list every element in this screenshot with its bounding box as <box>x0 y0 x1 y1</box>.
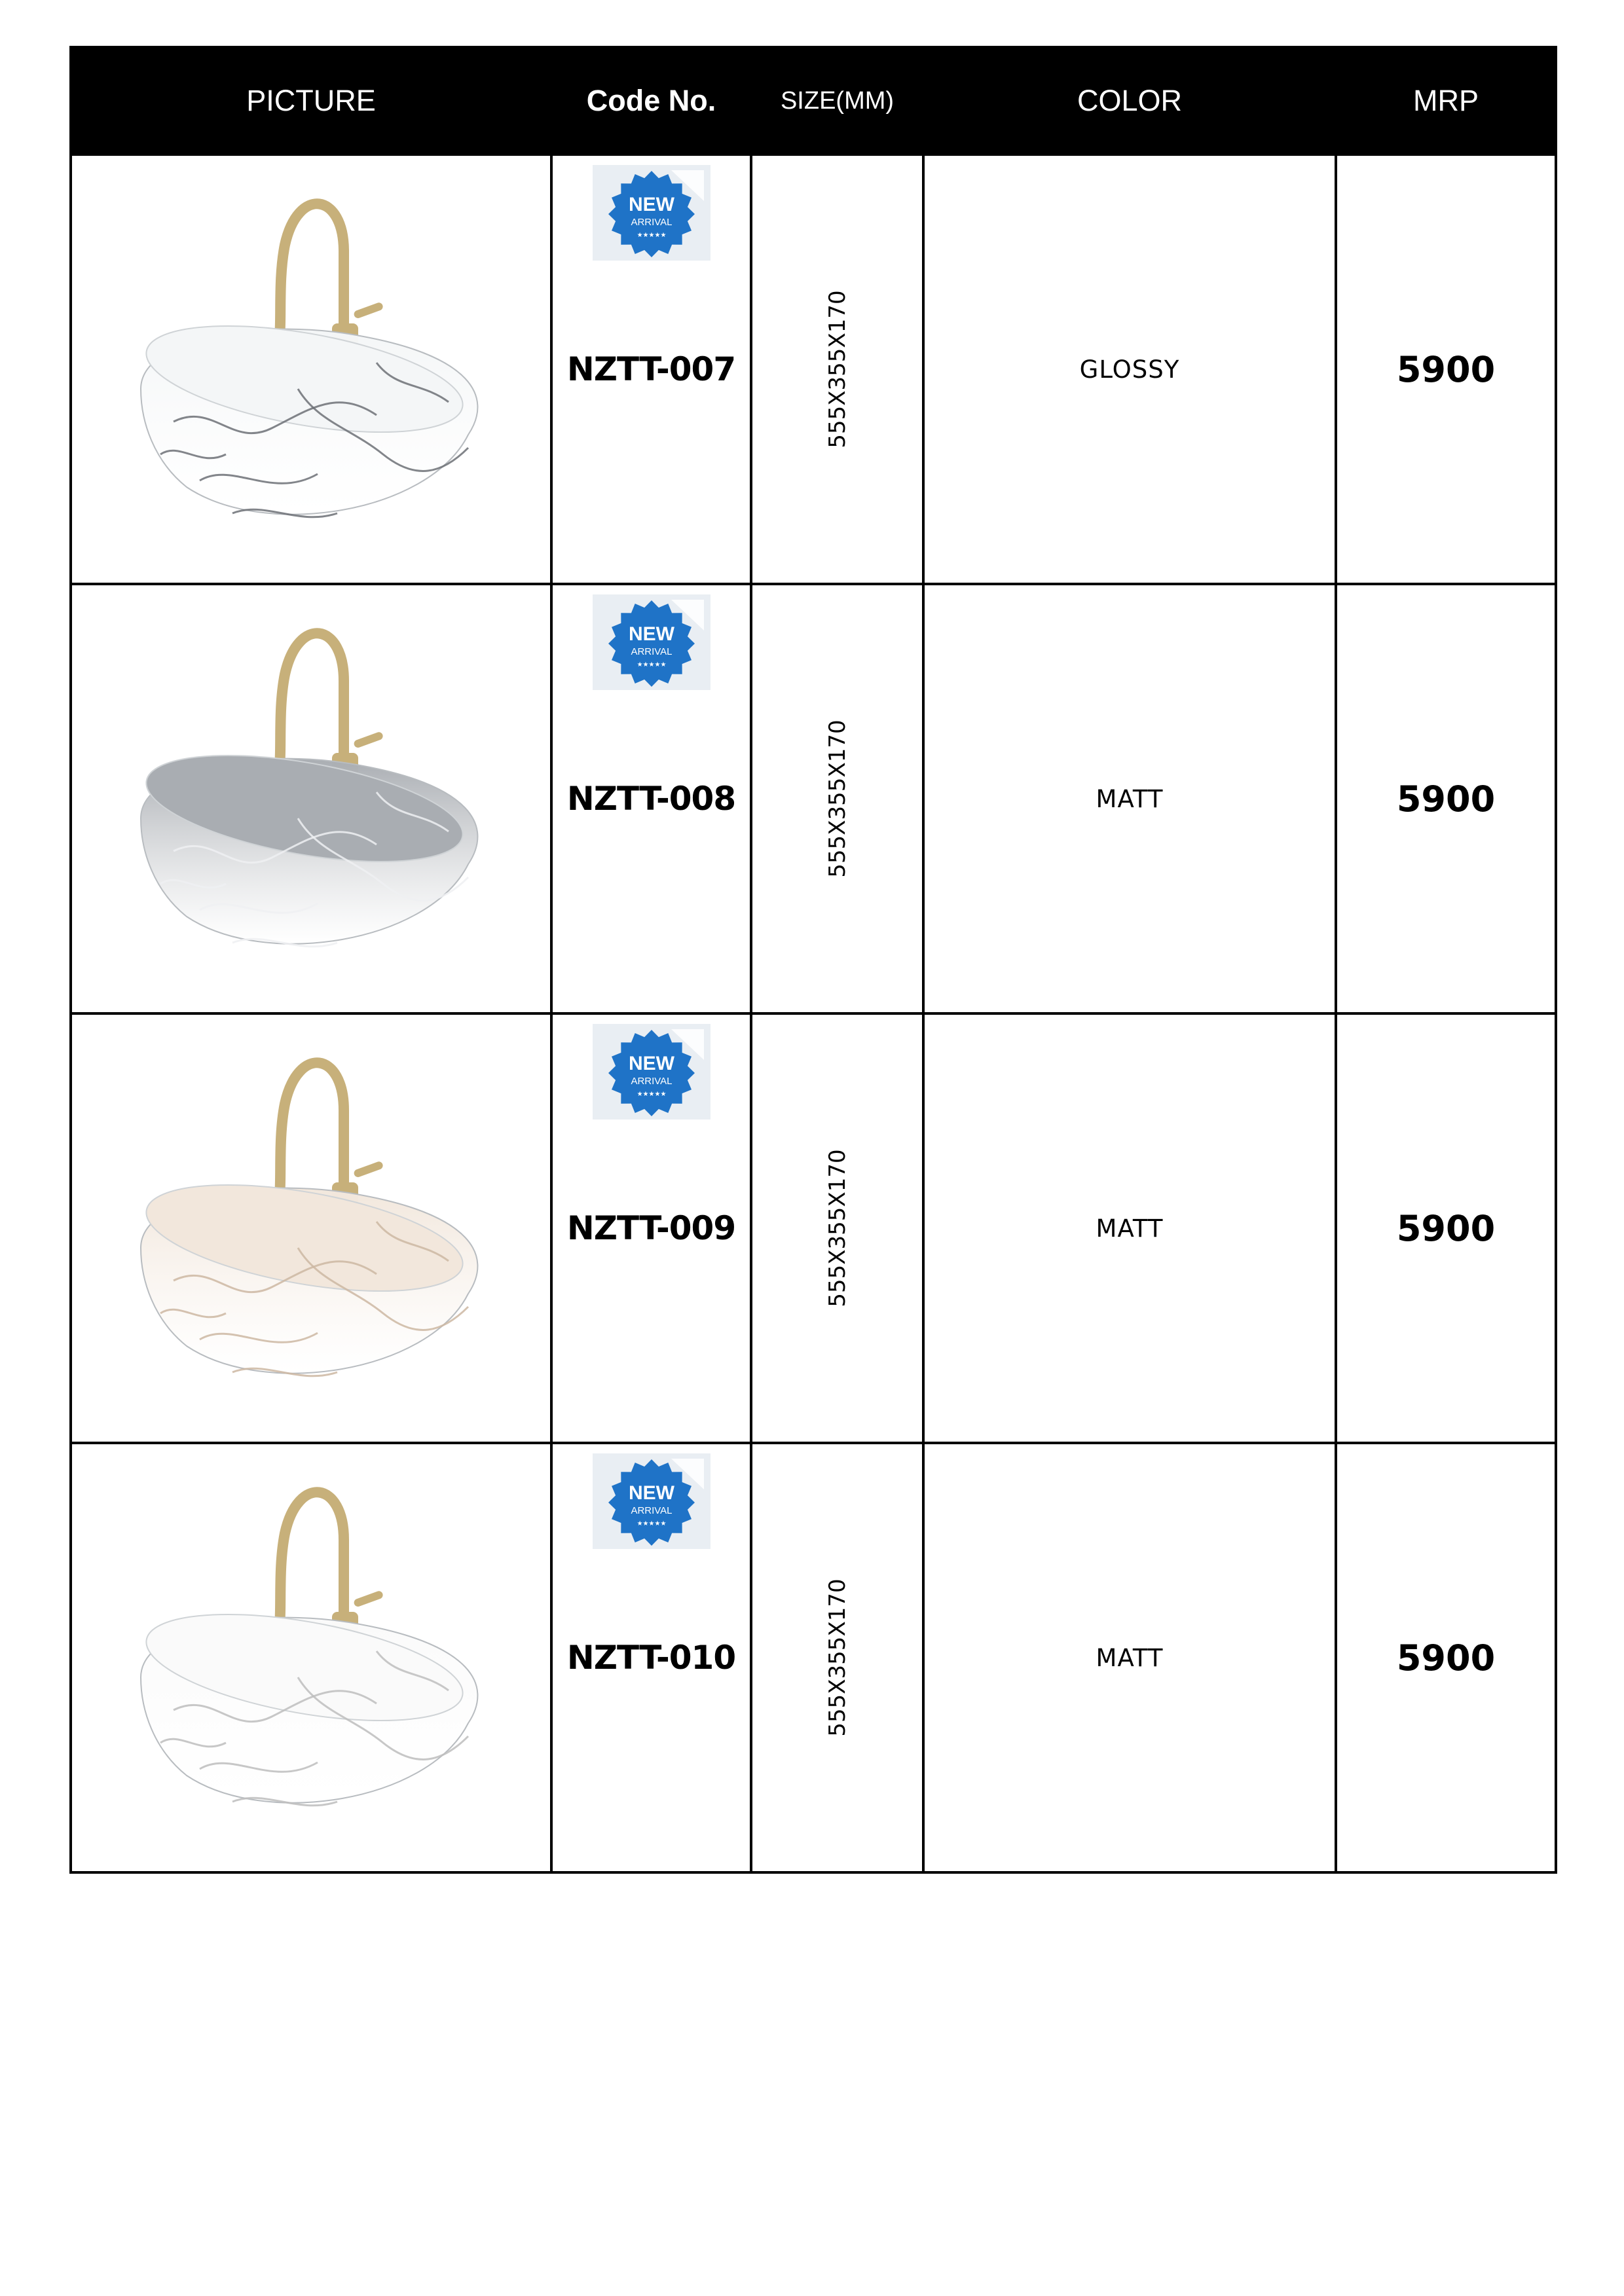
picture-cell <box>71 1013 551 1443</box>
table-row <box>71 584 1556 1013</box>
mrp-cell <box>1336 584 1556 1013</box>
product-size: 555X355X170 <box>824 1578 851 1737</box>
product-table <box>69 46 1557 1874</box>
new-arrival-badge-icon <box>593 1453 710 1549</box>
size-cell <box>751 584 923 1013</box>
color-cell <box>923 155 1336 584</box>
header-mrp: MRP <box>1336 47 1556 155</box>
color-cell <box>923 584 1336 1013</box>
product-code: NZTT-009 <box>566 1209 736 1247</box>
svg-text:ARRIVAL: ARRIVAL <box>630 1505 673 1516</box>
picture-cell <box>71 1443 551 1872</box>
code-cell <box>551 1013 751 1443</box>
product-color: MATT <box>1096 1643 1164 1672</box>
header-row <box>71 47 1556 155</box>
product-mrp: 5900 <box>1396 778 1496 820</box>
product-color: GLOSSY <box>1079 355 1180 384</box>
product-mrp: 5900 <box>1396 1637 1496 1679</box>
product-code: NZTT-007 <box>566 350 736 388</box>
basin-image <box>101 173 521 566</box>
svg-text:ARRIVAL: ARRIVAL <box>630 646 673 657</box>
header-size: SIZE(MM) <box>751 47 923 155</box>
table-row <box>71 1443 1556 1872</box>
svg-text:★★★★★: ★★★★★ <box>637 1091 666 1098</box>
table-row <box>71 155 1556 584</box>
svg-text:NEW: NEW <box>628 1482 674 1504</box>
product-mrp: 5900 <box>1396 348 1496 390</box>
basin-image <box>101 1461 521 1854</box>
picture-cell <box>71 584 551 1013</box>
svg-text:★★★★★: ★★★★★ <box>637 232 666 239</box>
picture-cell <box>71 155 551 584</box>
new-arrival-badge-icon <box>593 165 710 261</box>
size-cell <box>751 1013 923 1443</box>
svg-text:★★★★★: ★★★★★ <box>637 1520 666 1527</box>
product-size: 555X355X170 <box>824 1149 851 1307</box>
color-cell <box>923 1443 1336 1872</box>
product-mrp: 5900 <box>1396 1207 1496 1249</box>
svg-text:NEW: NEW <box>628 623 674 645</box>
svg-text:NEW: NEW <box>628 194 674 215</box>
product-code: NZTT-008 <box>566 780 736 818</box>
product-color: MATT <box>1096 784 1164 813</box>
size-cell <box>751 155 923 584</box>
svg-text:ARRIVAL: ARRIVAL <box>630 217 673 228</box>
mrp-cell <box>1336 1013 1556 1443</box>
table-row <box>71 1013 1556 1443</box>
header-picture: PICTURE <box>71 47 551 155</box>
product-color: MATT <box>1096 1214 1164 1243</box>
product-code: NZTT-010 <box>566 1639 736 1677</box>
svg-text:NEW: NEW <box>628 1053 674 1074</box>
new-arrival-badge-icon <box>593 594 710 690</box>
code-cell <box>551 155 751 584</box>
header-color: COLOR <box>923 47 1336 155</box>
header-code: Code No. <box>551 47 751 155</box>
basin-image <box>101 1032 521 1425</box>
new-arrival-badge-icon <box>593 1024 710 1120</box>
code-cell <box>551 584 751 1013</box>
mrp-cell <box>1336 155 1556 584</box>
svg-text:ARRIVAL: ARRIVAL <box>630 1076 673 1087</box>
mrp-cell <box>1336 1443 1556 1872</box>
svg-text:★★★★★: ★★★★★ <box>637 661 666 668</box>
product-size: 555X355X170 <box>824 720 851 878</box>
product-size: 555X355X170 <box>824 290 851 448</box>
basin-image <box>101 602 521 995</box>
code-cell <box>551 1443 751 1872</box>
size-cell <box>751 1443 923 1872</box>
color-cell <box>923 1013 1336 1443</box>
price-list-sheet <box>69 46 1555 1874</box>
